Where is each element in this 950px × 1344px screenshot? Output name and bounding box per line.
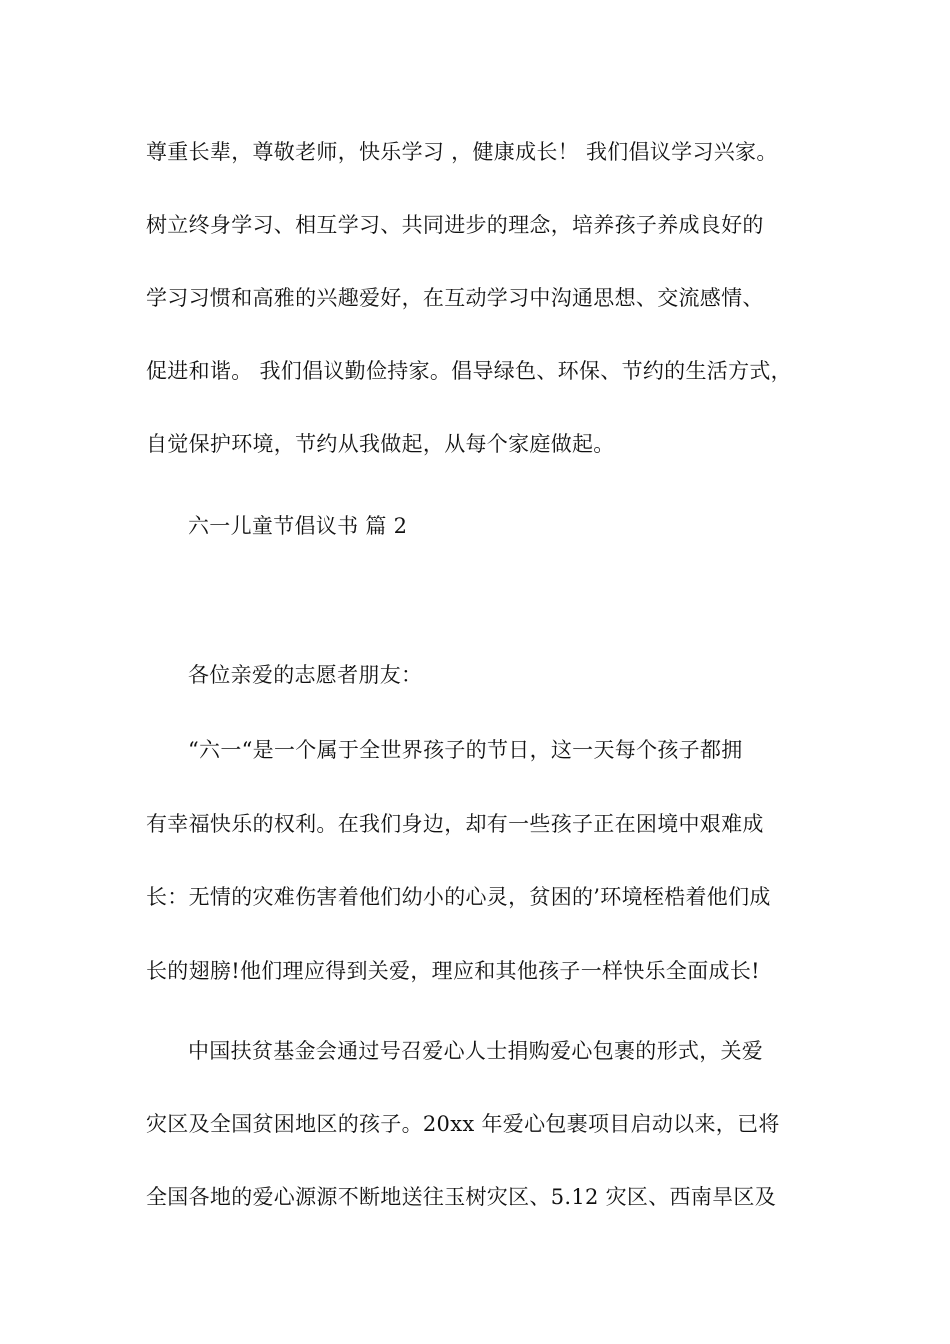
paragraph-line: 学习习惯和高雅的兴趣爱好，在互动学习中沟通思想、交流感情、 bbox=[146, 286, 764, 310]
paragraph-line: 长的翅膀!他们理应得到关爱，理应和其他孩子一样快乐全面成长! bbox=[146, 959, 760, 983]
paragraph-line: 灾区及全国贫困地区的孩子。20xx 年爱心包裹项目启动以来，已将 bbox=[146, 1112, 780, 1136]
paragraph-line: 有幸福快乐的权利。在我们身边，却有一些孩子正在困境中艰难成 bbox=[146, 812, 764, 836]
paragraph-line: 长：无情的灾难伤害着他们幼小的心灵，贫困的’环境桎梏着他们成 bbox=[146, 885, 771, 909]
salutation: 各位亲爱的志愿者朋友： bbox=[188, 663, 423, 687]
paragraph-line: 促进和谐。 我们倡议勤俭持家。倡导绿色、环保、节约的生活方式， bbox=[146, 359, 792, 383]
paragraph-line: 树立终身学习、相互学习、共同进步的理念，培养孩子养成良好的 bbox=[146, 213, 764, 237]
paragraph-line: 全国各地的爱心源源不断地送往玉树灾区、5.12 灾区、西南旱区及 bbox=[146, 1185, 777, 1209]
paragraph-line: 中国扶贫基金会通过号召爱心人士捐购爱心包裹的形式，关爱 bbox=[188, 1039, 764, 1063]
paragraph-line: “六一“是一个属于全世界孩子的节日，这一天每个孩子都拥 bbox=[188, 738, 743, 762]
section-heading: 六一儿童节倡议书 篇 2 bbox=[188, 514, 408, 538]
paragraph-line: 尊重长辈，尊敬老师，快乐学习 ，健康成长！ 我们倡议学习兴家。 bbox=[146, 140, 778, 164]
paragraph-line: 自觉保护环境，节约从我做起，从每个家庭做起。 bbox=[146, 432, 615, 456]
